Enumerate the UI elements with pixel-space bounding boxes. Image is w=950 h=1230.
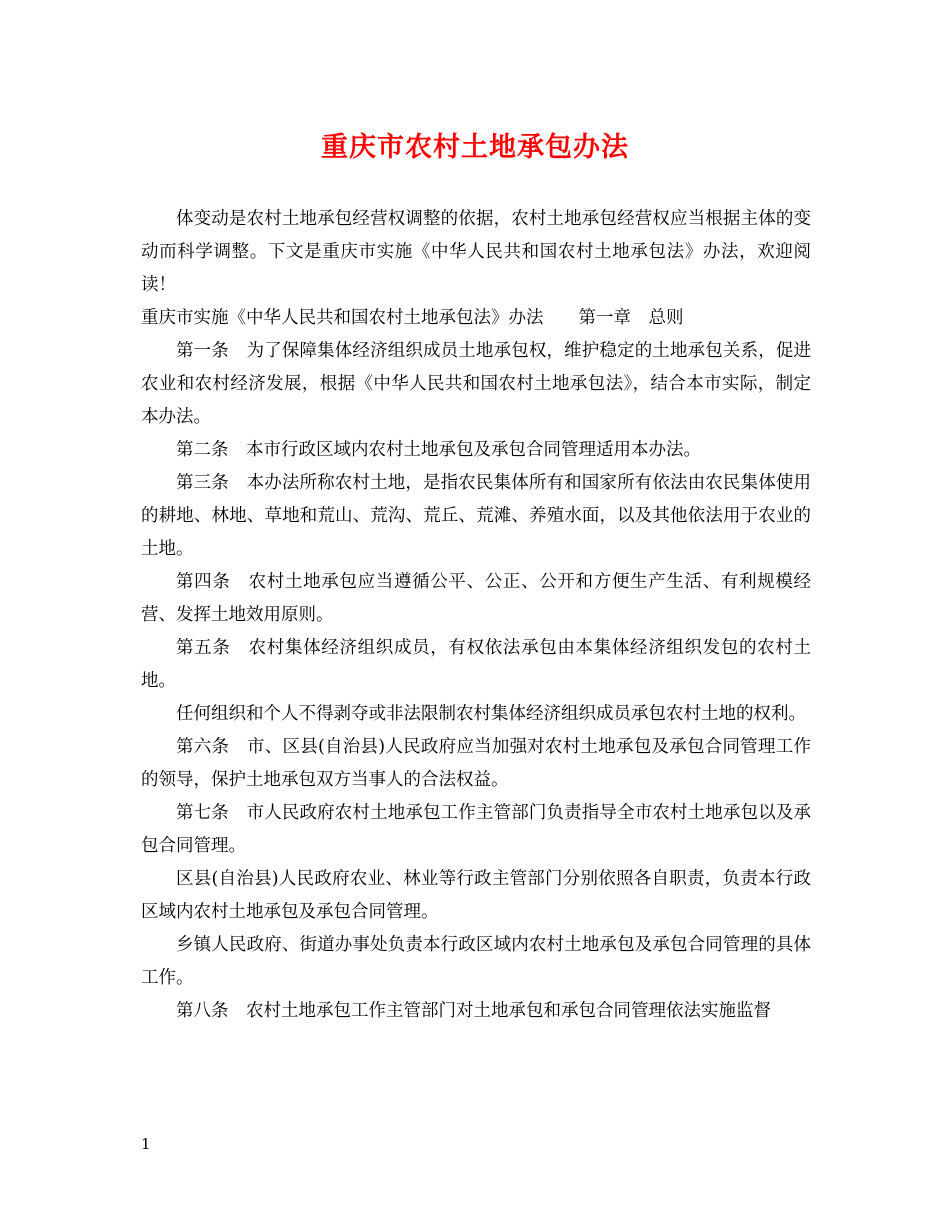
paragraph: 第七条 市人民政府农村土地承包工作主管部门负责指导全市农村土地承包以及承包合同管理。 xyxy=(141,803,811,856)
document-body xyxy=(141,203,811,1028)
paragraph: 任何组织和个人不得剥夺或非法限制农村集体经济组织成员承包农村土地的权利。 xyxy=(176,704,806,724)
paragraph: 第五条 农村集体经济组织成员，有权依法承包由本集体经济组织发包的农村土地。 xyxy=(141,638,811,691)
paragraph: 体变动是农村土地承包经营权调整的依据，农村土地承包经营权应当根据主体的变动而科学调整。下文是重庆市实施《中华人民共和国农村土地承包法》办法，欢迎阅读！ xyxy=(141,209,811,295)
paragraph: 乡镇人民政府、街道办事处负责本行政区域内农村土地承包及承包合同管理的具体工作。 xyxy=(141,935,811,988)
paragraph: 第三条 本办法所称农村土地，是指农民集体所有和国家所有依法由农民集体使用的耕地、林地、草地和荒山、荒沟、荒丘、荒滩、养殖水面，以及其他依法用于农业的土地。 xyxy=(141,473,811,559)
document-title: 重庆市农村土地承包办法 xyxy=(321,132,629,163)
paragraph: 区县(自治县)人民政府农业、林业等行政主管部门分别依照各自职责，负责本行政区域内农村土地承包及承包合同管理。 xyxy=(141,869,811,922)
paragraph-heading: 重庆市实施《中华人民共和国农村土地承包法》办法 第一章 总则 xyxy=(141,308,684,328)
paragraph: 第六条 市、区县(自治县)人民政府应当加强对农村土地承包及承包合同管理工作的领导，保护土地承包双方当事人的合法权益。 xyxy=(141,737,811,790)
page-number: 1 xyxy=(141,1135,151,1153)
paragraph: 第一条 为了保障集体经济组织成员土地承包权，维护稳定的土地承包关系，促进农业和农村经济发展，根据《中华人民共和国农村土地承包法》，结合本市实际，制定本办法。 xyxy=(141,341,811,427)
paragraph: 第四条 农村土地承包应当遵循公平、公正、公开和方便生产生活、有利规模经营、发挥土地效用原则。 xyxy=(141,572,811,625)
paragraph: 第二条 本市行政区域内农村土地承包及承包合同管理适用本办法。 xyxy=(176,440,701,460)
paragraph: 第八条 农村土地承包工作主管部门对土地承包和承包合同管理依法实施监督 xyxy=(176,1001,771,1021)
